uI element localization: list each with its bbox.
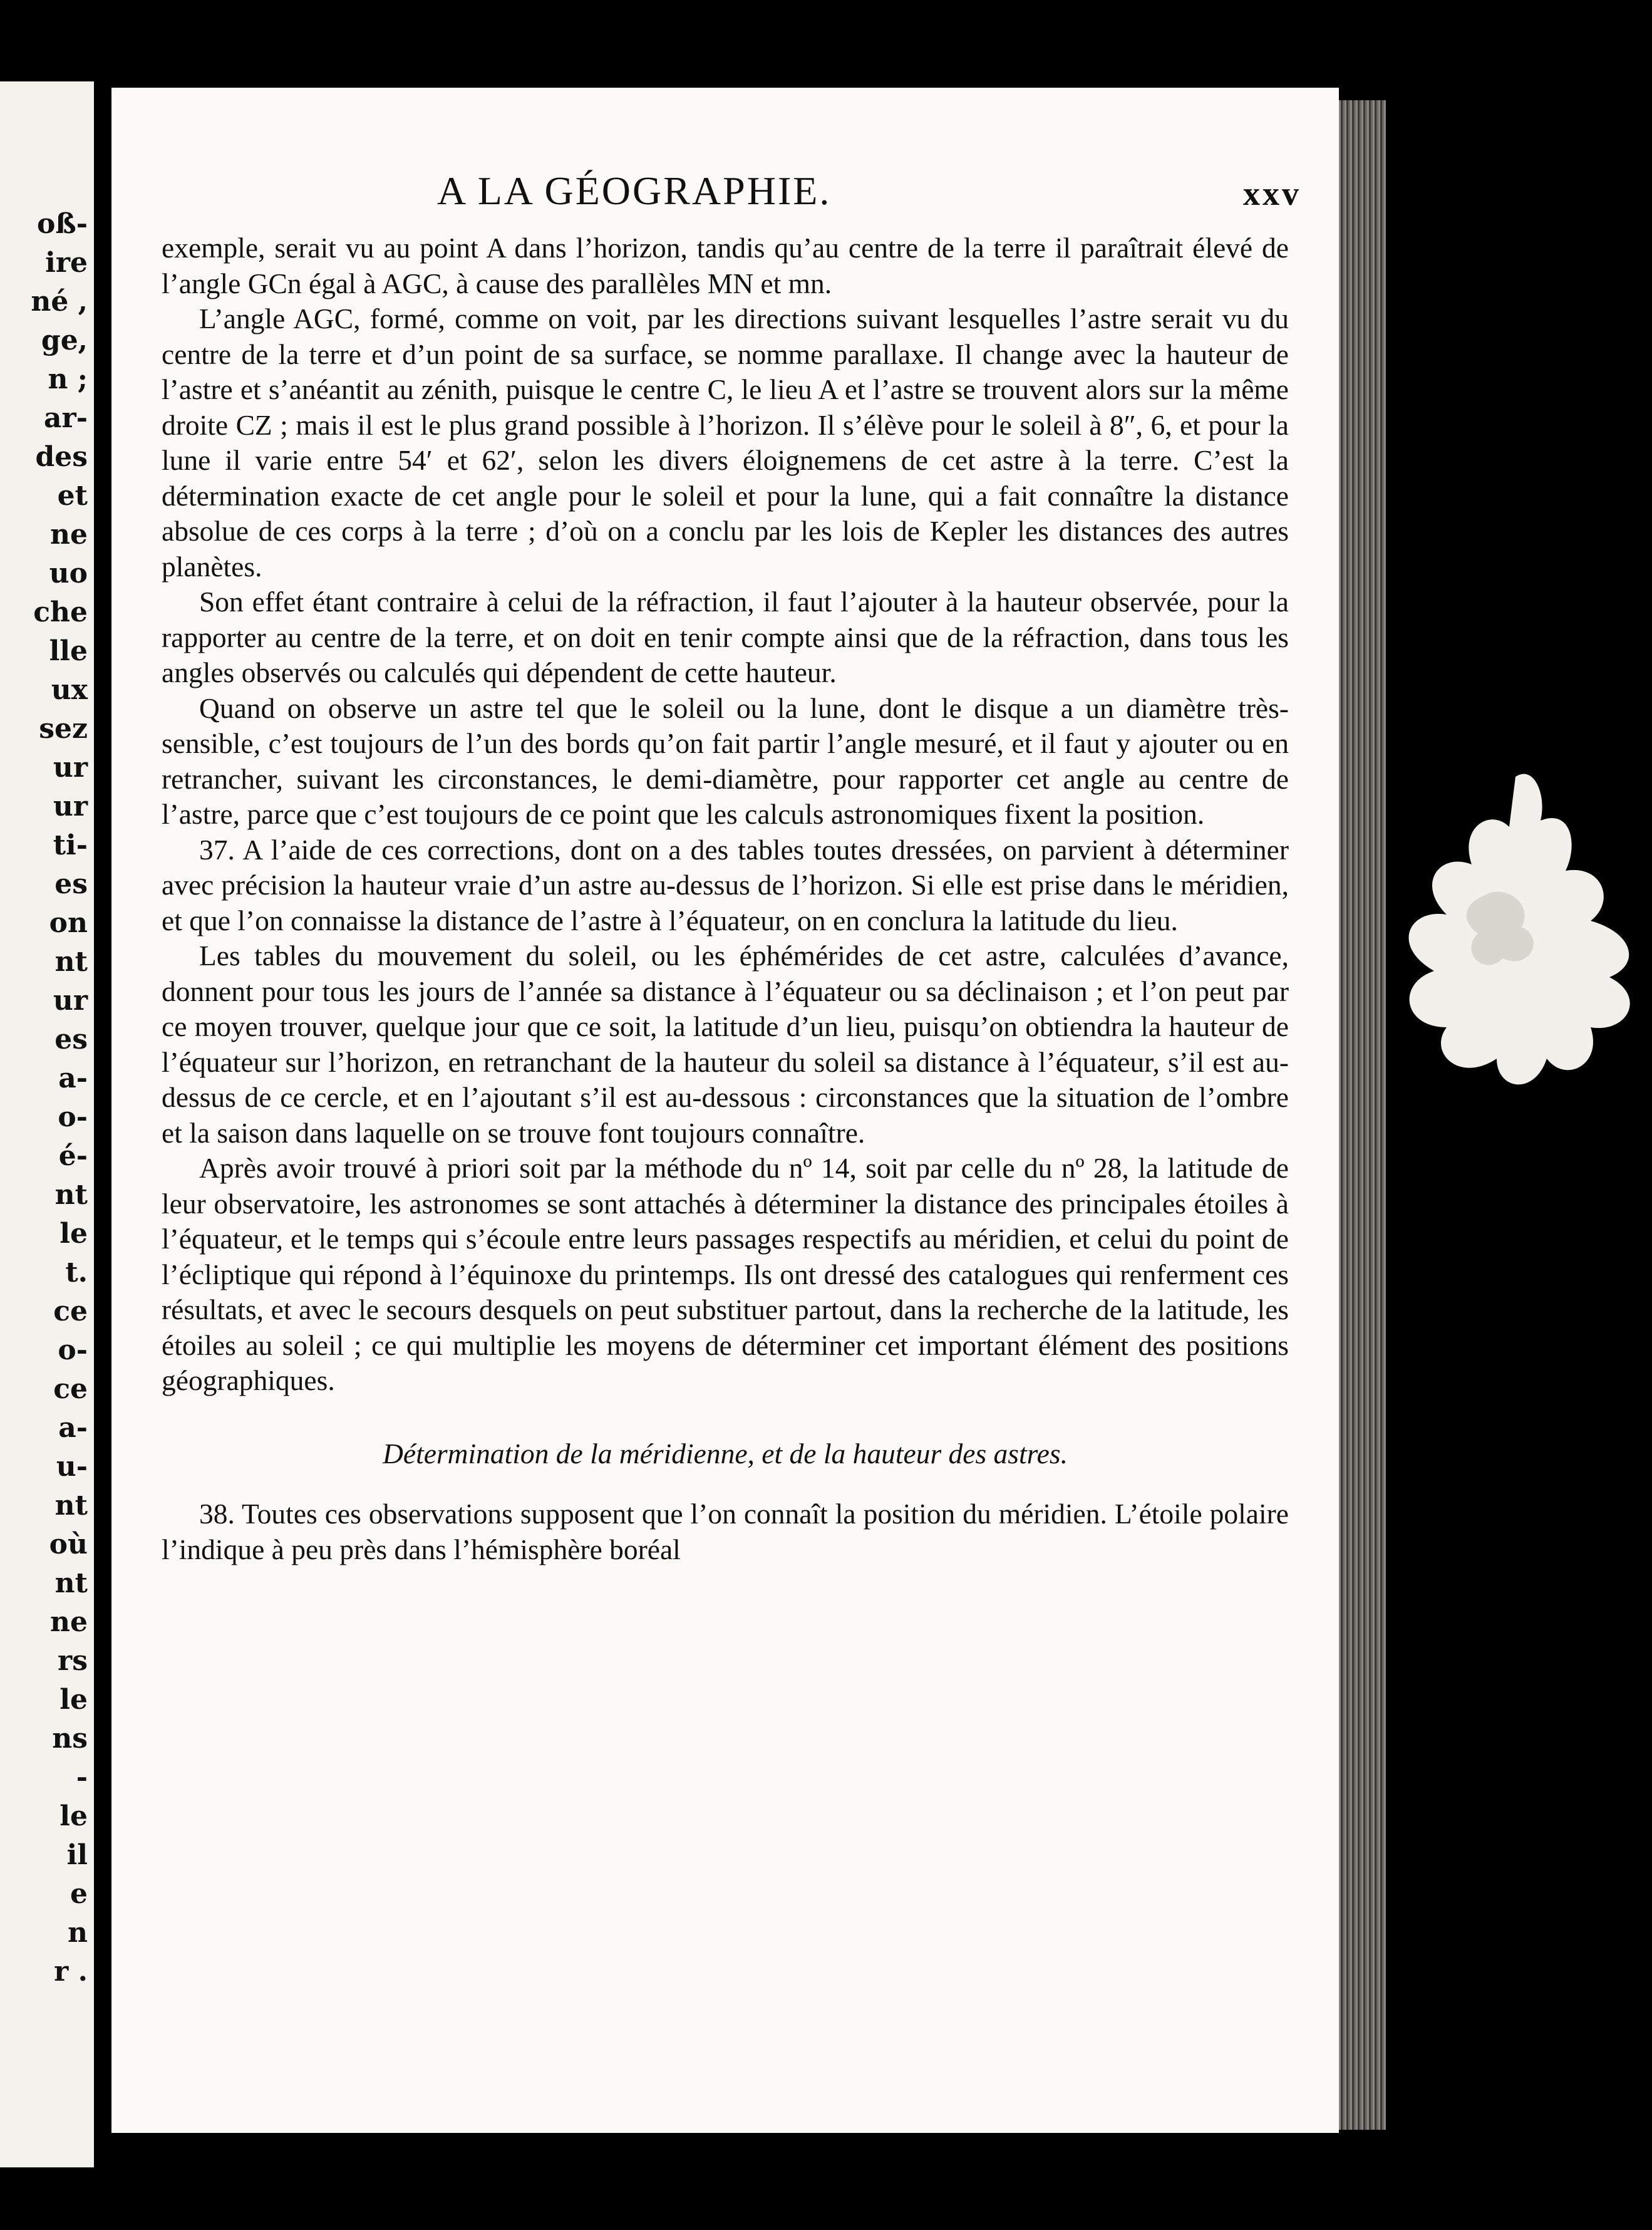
- facing-page-text-fragment: é-: [58, 1140, 88, 1172]
- page-header: [111, 168, 1339, 224]
- book-page: [111, 88, 1339, 2133]
- paragraph: Son effet étant contraire à celui de la réfraction, il faut l’ajouter à la hauteur observée, pour la rapporter au centre de la terre, et on doit en tenir compte ainsi que de la réfraction, dans tous les angles observés ou calculés qui dépendent de cette hauteur.: [162, 586, 1289, 688]
- facing-page-text-fragment: né ,: [31, 286, 88, 318]
- paragraph: Quand on observe un astre tel que le soleil ou la lune, dont le disque a un diamètre très-sensible, c’est toujours de l’un des bords qu’on fait partir l’angle mesuré, et il faut y ajouter ou en retrancher, suivant les circonstances, le demi-diamètre, pour rapporter cet angle au centre de l’astre, parce que c’est toujours de ce point que les calculs astronomiques fixent la position.: [162, 692, 1289, 830]
- body-text: [162, 231, 1289, 1567]
- facing-page-text-fragment: et: [57, 480, 88, 512]
- facing-page-text-fragment: ux: [51, 674, 88, 706]
- paragraph: Après avoir trouvé à priori soit par la méthode du nº 14, soit par celle du nº 28, la latitude de leur observatoire, les astronomes se sont attachés à déterminer la distance des principales étoiles à l’équateur, et le temps qui s’écoule entre leurs passages respectifs au méridien, et celui du point de l’écliptique qui répond à l’équinoxe du printemps. Ils ont dressé des catalogues qui renferment ces résultats, et avec le secours desquels on peut substituer partout, dans la recherche de la latitude, les étoiles au soleil ; ce qui multiplie les moyens de déterminer cet important élément des positions géographiques.: [162, 1152, 1289, 1396]
- facing-page-text-fragment: ti-: [53, 829, 88, 861]
- facing-page-text-fragment: es: [54, 868, 88, 900]
- facing-page-text-fragment: nt: [54, 1490, 88, 1522]
- facing-page-text-fragment: u-: [56, 1451, 88, 1483]
- facing-page-text-fragment: ur: [53, 791, 88, 822]
- paper-damage-stain: [1390, 758, 1652, 1109]
- facing-page-text-fragment: n: [68, 1917, 88, 1949]
- running-head: A LA GÉOGRAPHIE.: [437, 169, 832, 213]
- paragraph: 37. A l’aide de ces corrections, dont on a des tables toutes dressées, on parvient à déterminer avec précision la hauteur vraie d’un astre au-dessus de l’horizon. Si elle est prise dans le méridien, et que l’on connaisse la distance de l’astre à l’équateur, on en conclura la latitude du lieu.: [162, 833, 1289, 936]
- paragraph: 38. Toutes ces observations supposent que l’on connaît la position du méridien. L’étoile polaire l’indique à peu près dans l’hémisphère boréal: [162, 1498, 1289, 1565]
- facing-page-text-fragment: il: [66, 1839, 88, 1871]
- paragraph: Les tables du mouvement du soleil, ou les éphémérides de cet astre, calculées d’avance, donnent pour tous les jours de l’année sa distance à l’équateur ou sa déclinaison ; et l’on peut par ce moyen trouver, quelque jour que ce soit, la latitude d’un lieu, puisqu’on obtiendra la hauteur de l’équateur sur l’horizon, en retranchant de la hauteur du soleil sa distance à l’équateur, s’il est au-dessus de ce cercle, et en l’ajoutant s’il est au-dessous : circonstances que la situation de l’ombre et la saison dans laquelle on se trouve font toujours connaître.: [162, 940, 1289, 1149]
- facing-page-text-fragment: ur: [53, 752, 88, 784]
- facing-page-text-fragment: e: [70, 1878, 88, 1910]
- facing-page-text-fragment: ge,: [41, 324, 88, 356]
- facing-page-text-fragment: a-: [58, 1062, 88, 1094]
- facing-page-text-fragment: uo: [49, 558, 88, 589]
- facing-page-text-fragment: des: [35, 441, 88, 473]
- facing-page-text-fragment: le: [59, 1684, 88, 1716]
- facing-page-text-fragment: a-: [58, 1412, 88, 1444]
- facing-page-text-fragment: oß-: [36, 208, 88, 240]
- facing-page-text-fragment: ire: [45, 247, 88, 279]
- facing-page-text-fragment: lle: [49, 635, 88, 667]
- facing-page-text-fragment: -: [76, 1761, 88, 1793]
- facing-page-text-fragment: o-: [58, 1334, 88, 1366]
- facing-page-fragment: [0, 81, 94, 2167]
- facing-page-text-fragment: où: [49, 1528, 88, 1560]
- facing-page-text-fragment: r .: [54, 1956, 88, 1988]
- facing-page-text-fragment: le: [59, 1218, 88, 1250]
- facing-page-text-fragment: ar-: [44, 402, 88, 434]
- facing-page-text-fragment: ce: [53, 1295, 88, 1327]
- facing-page-text-fragment: ns: [52, 1723, 88, 1755]
- page-number: xxv: [1243, 175, 1301, 212]
- facing-page-text-fragment: ne: [50, 1606, 88, 1638]
- facing-page-text-fragment: ce: [53, 1373, 88, 1405]
- facing-page-text-fragment: rs: [58, 1645, 88, 1677]
- facing-page-text-fragment: nt: [54, 1179, 88, 1211]
- page-edges: [1339, 100, 1386, 2130]
- facing-page-text-fragment: sez: [39, 713, 88, 745]
- paragraph: exemple, serait vu au point A dans l’horizon, tandis qu’au centre de la terre il paraîtrait élevé de l’angle GCn égal à AGC, à cause des parallèles MN et mn.: [162, 232, 1289, 299]
- facing-page-text-fragment: nt: [54, 946, 88, 978]
- facing-page-text-fragment: ne: [50, 519, 88, 551]
- facing-page-text-fragment: le: [59, 1800, 88, 1832]
- paragraph: L’angle AGC, formé, comme on voit, par les directions suivant lesquelles l’astre serait vu du centre de la terre et d’un point de sa surface, se nomme parallaxe. Il change avec la hauteur de l’astre et s’anéantit au zénith, puisque le centre C, le lieu A et l’astre se trouvent alors sur la même droite CZ ; mais il est le plus grand possible à l’horizon. Il s’élève pour le soleil à 8″, 6, et pour la lune il varie entre 54′ et 62′, selon les divers éloignemens de cet astre à la terre. C’est la détermination exacte de cet angle pour le soleil et pour la lune, qui a fait connaître la distance absolue de ces corps à la terre ; d’où on a conclu par les lois de Kepler les distances des autres planètes.: [162, 303, 1289, 583]
- facing-page-text-fragment: che: [33, 596, 88, 628]
- facing-page-text-fragment: nt: [54, 1567, 88, 1599]
- facing-page-text-fragment: on: [49, 907, 88, 939]
- facing-page-text-fragment: n ;: [48, 363, 88, 395]
- facing-page-text-fragment: t.: [65, 1257, 88, 1289]
- facing-page-text-fragment: es: [54, 1024, 88, 1055]
- facing-page-text-fragment: o-: [58, 1101, 88, 1133]
- section-heading: Détermination de la méridienne, et de la hauteur des astres.: [383, 1437, 1068, 1470]
- facing-page-text-fragment: ur: [53, 985, 88, 1017]
